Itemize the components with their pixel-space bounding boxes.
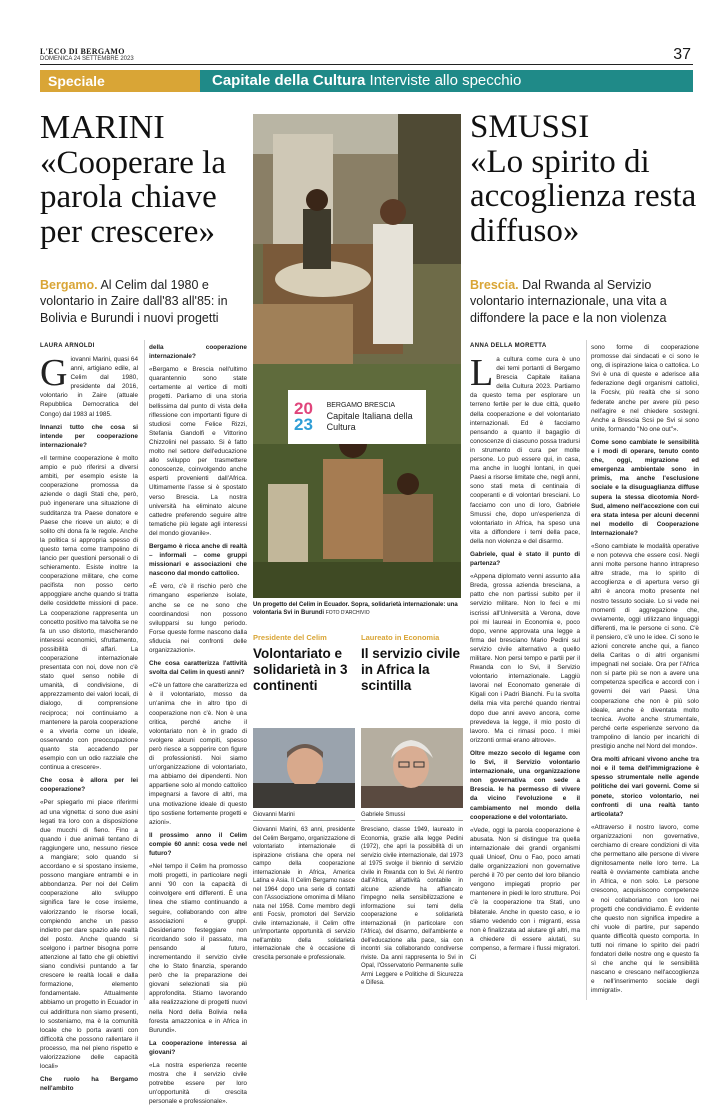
column-divider [586, 340, 587, 1000]
left-headline-block [40, 110, 258, 250]
body-paragraph: «Bergamo e Brescia nell'ultimo quarantennio sono state certamente al vertice di molti progetti. Parliamo di una storia bellissima dal punto di vista della riflessione con importanti figure di studiosi come Felice Rizzi, Stefania Gandolfi e Vittorino Chizzolini nel passato. Si è fatto molto nel settore dell'educazione allo sviluppo per trasmettere conoscenze, coinvolgendo anche esperti provenienti dall'Africa. Ultimamente l'asse si è spostato verso Brescia. La nostra università ha eliminato alcune cattedre preferendo seguire altre tematiche più legate agli interessi del mondo giovanile». [149, 366, 247, 537]
left-profile-box [253, 633, 355, 694]
smussi-portrait-caption: Gabriele Smussi [361, 812, 463, 821]
body-paragraph: «Sono cambiate le modalità operative e non potevva che essere così. Negli anni molte persone hanno intrapreso altre strade, ma lo spirito di accoglienza e di apertura verso gli altri è ancora molto presente nel nostro tessuto sociale. Lo si vede nei momenti di aggregazione che, ovviamente, oggi utilizzano linguaggi differenti, ma le persone ci sono. C'è il pensiero, c'è uno le idee. Ci sono le azioni concrete anche qui, a fianco della Caritas o di altri organismi impegnati nel sociale. Ora per l'Africa non si parte più se non a avere una competenza specifica e accordi con i governi dei vari Paesi. Una cooperazione che non è più solo ideale, anche è diventata molto tecnica. Avolte anche strumentale, perché certe esperienze servono da trampolino di lancio per incarichi di prestigio anche nel Nord del mondo». [591, 542, 699, 751]
newspaper-masthead: L'ECO DI BERGAMO [40, 47, 125, 56]
volunteers-photo-illustration [253, 114, 461, 598]
right-profile-kicker: Laureato in Economia [361, 633, 440, 642]
body-paragraph: «È vero, c'è il rischio però che rimangano esperienze isolate, anche se ce ne sono che coordinandosi non possono svilupparsi su lungo periodo. Forse queste forme nascono dalla sfiducia nei confronti delle organizzazioni». [149, 583, 247, 654]
body-paragraph: «Nel tempo il Celim ha promosso molti progetti, in particolare negli anni '90 con la capacità di coinvolgere enti differenti. È una linea che stiamo continuando a seguire, collaborando con altre associazioni e gruppi. Desideriamo festeggiare non ricordando solo il passato, ma pensando al futuro, incrementando il servizio civile che lo Stato finanzia, sperando però che la preparazione dei giovani selezionati sia più approfondita. Stiamo lavorando alla realizzazione di progetti nuovi nella Nord della Bolivia nella foresta amazzonica e in Africa in Burundi». [149, 863, 247, 1034]
right-profile-text: Bresciano, classe 1949, laureato in Economia, grazie alla legge Pedini (1972), che apri la possibilità di un servizio civile internazionale, dal 1973 al 1975 svolge il biennio di servizio civile in Rwanda con lo Svi. Al rientro dall'Africa, all'attività contabile in alcune aziende ha affiancato l'impegno nella sensibilizzazione e informazione sui temi della cooperazione e solidarietà internazionali (in particolare con l'Africa), del disarmo, dell'ambiente e dell'educazione alla pace, sia con incontri sia collaborando condiverse riviste. Da anni rappresenta lo Svi in Opal, l'Osservatorio Permanente sulle Armi Leggere e Politiche di Sicurezza e Difesa. [361, 827, 463, 987]
marini-portrait-caption: Giovanni Marini [253, 812, 355, 821]
body-paragraph: «Il termine cooperazione è molto ampio e può riferirsi a diversi ambiti, per esempio esiste la cooperazione promossa da aziende o dagli Stati che, però, può ingenerare una situazione di sudditanza tra Paese donatore e Paese che riceve un aiuto; e di solito chi dona fa le regole. Anche la politica si appropria spesso di questo tema come trampolino di lancio per questioni personali o di schieramento. Esiste inoltre la cooperazione militare, che come pacifista non posso certo appoggiare anche quando si tratta delle cosiddette missioni di pace. La cooperazione rappresenta un concetto positivo ma talvolta se ne fa un uso distorto, mascherando interessi economici, sfruttamento, possibilità di affari. La cooperazione internazionale presentata con noi, dove non c'è stato quel senso nobile di umanità, di condivisione, di apprezzamento dei valori locali, di dialogo, di comprensione reciproca; noi continuiamo a mantenere la parola cooperazione e a viverla come un ideale, osservando con preoccupazione quanto sta accadendo per esempio con un odio razziale che continua a crescere». [40, 454, 138, 772]
right-deck-text: Dal Rwanda al Servizio volontario internazionale, una vita a diffondere la pace e la non violenza [470, 278, 667, 325]
header-rule [40, 64, 693, 65]
left-byline: LAURA ARNOLDI [40, 343, 95, 349]
marini-portrait [253, 728, 355, 808]
section-title [200, 70, 693, 92]
left-headline: «Cooperare la parola chiave per crescere» [40, 144, 226, 250]
right-profile-box [361, 633, 463, 694]
right-headline: «Lo spirito di accoglienza resta diffuso» [470, 143, 697, 249]
right-column-1 [470, 352, 580, 995]
left-deck [40, 277, 252, 326]
right-headline-block [470, 110, 700, 249]
body-paragraph: «La nostra esperienza recente mostra che il servizio civile potrebbe essere per loro un'opportunità di crescita personale e professionale». [149, 1062, 247, 1106]
question-paragraph: Gabriele, qual è stato il punto di partenza? [470, 550, 580, 568]
body-paragraph: Giovanni Marini, quasi 64 anni, artigiano edile, al Celim dal 1980, presidente dal 2016, volontario in Zaire (attuale Repubblica Democratica del Congo) dal 1983 al 1985. [40, 352, 138, 418]
smussi-portrait [361, 728, 463, 808]
question-paragraph: Che ruolo ha Bergamo nell'ambito [40, 1076, 138, 1093]
body-paragraph: «C'è un fattore che caratterizza ed è il volontariato, mosso da un'anima che in altro tipo di cooperazione non c'è. Non è una critica, perché anche il volontariato non è in grado di svolgere alcuni compiti, spesso però riesce a sopperire con figure di professionisti. Noi siamo un'organizzazione di volontariato, ma abbiamo dei dipendenti. Non appartiene solo al mondo cattolico impegnarsi a favore di altri, ma una motivazione ideale di questo tipo sostiene fortemente progetti e azioni». [149, 682, 247, 826]
left-profile-kicker: Presidente del Celim [253, 633, 327, 642]
body-paragraph: «Attraverso il nostro lavoro, come organizzazioni non governative, cerchiamo di creare condizioni di vita che permettano alle persone di vivere dignitosamente nelle loro terre. La realtà è ovviamente cambiata anche in Africa, e non solo. Le persone crescono, acquisiscono competenze e noi collaboriamo con loro nei progetti che condividiamo. È evidente che questo non significa impedire a chi vuole di partire, pur sapendo quante difficoltà questo comporta. In tutti noi rimane lo spirito dei padri fondatori delle nostre ong e questo fa sì che anche qui le sensibilità nascano e crescano nell'accoglienza e nell'inserimento sociale degli immigrati». [591, 823, 699, 995]
section-bar [40, 70, 693, 92]
section-label: Speciale [40, 70, 200, 92]
right-interviewee-name: SMUSSI [470, 109, 590, 145]
question-paragraph: Innanzi tutto che cosa si intende per cooperazione internazionale? [40, 423, 138, 449]
right-column-2 [591, 343, 699, 995]
drop-cap: G [40, 352, 68, 394]
feature-photo [253, 114, 461, 598]
photo-credit: FOTO D'ARCHIVIO [325, 609, 370, 616]
left-profile-title: Volontariato e solidarietà in 3 continenti [253, 646, 348, 693]
capitale-cultura-logo [288, 390, 426, 444]
question-paragraph: La cooperazione interessa ai giovani? [149, 1039, 247, 1056]
body-paragraph: «Appena diplomato venni assunto alla Breda, grossa azienda bresciana, a patto che non partissi subito per il servizio militare. Non lo feci e mi iscrissi all'Università a Verona, dove poi mi laureai in Economia e, poco dopo, venne approvata una legge a firma del bresciano Mario Pedini sul servizio civile alternativo a quello militare. Non persi tempo e partii per il Rwanda con lo Svi, il Servizio volontario internazionale. Laggiù lavorai nel Economato generale di Kigali con i Padri Bianchi. Fu la svolta della mia vita perché quando rientrai dopo due anni avevo ancora, come prevedeva la legge, il mio posto di lavoro. Ma ci rimasi poco. I miei orizzonti ormai erano altrove». [470, 573, 580, 744]
section-title-bold: Capitale della Cultura [212, 72, 366, 89]
left-deck-place: Bergamo. [40, 278, 98, 292]
body-paragraph: «Vede, oggi la parola cooperazione è abusata. Non si distingue tra quella internazionale dei grandi organismi quali Unicef, Onu o Fao, poco amati dalle organizzazioni non governative perché il 70 per cento del loro bilancio vengono impiegati proprio per mantenere in piedi le loro strutture. Poi c'è la cooperazione tra Stati, uno bilaterale. Anche in questo caso, e io stiamo vedendo con i migranti, essa non è finalizzata ad aiutare gli altri, ma a chiedere di essere aiutati, su compenso, a fermare i flussi migratori. Ci [470, 826, 580, 961]
photo-caption-text: Un progetto del Celim in Ecuador. Sopra, solidarietà internazionale: una volontaria Svi in Burundi [253, 602, 458, 616]
left-column-2 [149, 343, 247, 1106]
photo-caption [253, 602, 463, 618]
question-paragraph: Che cosa caratterizza l'attività svolta dal Celim in questi anni? [149, 660, 247, 677]
question-paragraph: Oltre mezzo secolo di legame con lo Svi, il Servizio volontario internazionale, una organizzazione non governativa con sede a Brescia. le ha permesso di vivere da vicino l'evoluzione e il cambiamento nel mondo della cooperazione e del volontariato. [470, 749, 580, 821]
column-divider [144, 340, 145, 1000]
dateline: DOMENICA 24 SETTEMBRE 2023 [40, 56, 134, 62]
right-deck-place: Brescia. [470, 278, 519, 292]
logo-title: Capitale Italiana della Cultura [326, 411, 413, 432]
drop-cap: L [470, 352, 494, 394]
page-number: 37 [673, 46, 691, 63]
body-paragraph: «Per spiegarlo mi piace riferirmi ad una vignetta: ci sono due asini legati tra loro con a disposizione due mucchi di fieno. Fino a quando i due animali tentano di raggiungere uno, nessuno riesce a mangiare; solo quando si accordano e si spostano insieme, possono mangiare entrambi e in abbondanza. Per noi del Celim cooperazione allo sviluppo significa fare le cose insieme, valorizzando le risorse locali, compiendo anche un passo indietro per dare spazio alle realtà del posto. Anche quando si scelgono i partner bisogna porre attenzione al fatto che gli obiettivi siano condivisi puntando a far crescere le realtà locali e dalla formazione, elemento fondamentale. Attualmente abbiamo un progetto in Ecuador in cui addirittura non siamo presenti, lo sosteniamo, ma è la comunità locale che lo porta avanti con difficoltà che possono rallentare il processo, ma nel pieno rispetto e valorizzazione delle capacità locali» [40, 799, 138, 1071]
question-paragraph: Il prossimo anno il Celim compie 60 anni: cosa vede nel futuro? [149, 831, 247, 857]
left-profile-text: Giovanni Marini, 63 anni, presidente del Celim Bergamo, organizzazione di volontariato internazionale di ispirazione cristiana che opera nel campo della cooperazione internazionale in Africa, America Latina e Asia. Il Celim Bergamo nasce nel 1964 dopo una serie di contatti con l'Associazione omonima di Milano nata nel 1958. Come membro degli enti Focsiv, promotori del Servizio civile internazionale, il Celim offre un'importante opportunità di servizio nell'ambito della solidarietà internazionale che è occasione di crescita personale e professionale. [253, 827, 355, 961]
question-paragraph: della cooperazione internazionale? [149, 344, 247, 361]
question-paragraph: Ora molti africani vivono anche tra noi e il tema dell'immigrazione è spesso strumentale nelle agende politiche dei vari governi. Come si ponete, storico volontario, nei confronti di una realtà tanto articolata? [591, 756, 699, 818]
left-deck-text: Al Celim dal 1980 e volontario in Zaire dall'83 all'85: in Bolivia e Burundi i nuovi progetti [40, 278, 228, 325]
question-paragraph: Che cosa è allora per lei cooperazione? [40, 777, 138, 794]
question-paragraph: Bergamo è ricca anche di realtà – informali – come gruppi missionari e associazioni che nascono dal mondo cattolico. [149, 542, 247, 578]
logo-2023-mark [294, 398, 323, 434]
smussi-portrait-image [361, 728, 463, 808]
logo-cities: BERGAMO BRESCIA [326, 402, 396, 410]
right-byline: ANNA DELLA MORETTA [470, 343, 547, 349]
logo-digits-bottom: 23 [294, 415, 313, 434]
question-paragraph: Come sono cambiate le sensibilità e i modi di operare, tenuto conto che, oggi, migrazione ed emergenza ambientale sono in primis, ma anche l'esclusione sociale e la disuguaglianza diffuse supera la stessa dicotomia Nord-Sud, almeno nell'accezione con cui era stata intesa per alcuni decenni nel modello di Cooperazione Internazionale? [591, 438, 699, 537]
logo-digits-top: 20 [294, 398, 313, 418]
marini-portrait-image [253, 728, 355, 808]
right-profile-title: Il servizio civile in Africa la scintilla [361, 646, 461, 693]
logo-text [323, 402, 420, 432]
body-paragraph: sono forme di cooperazione promosse dai sindacati e ci sono le ong, di ispirazione laica o cattolica. Lo Svi è una di queste e aderisce alla federazione degli organismi cattolici, la Focsiv, più realtà che si sono federate anche per avere più peso nell'agire e nel chiedere sostegni. Anche a Brescia Scsi pe Svi si sono unite, formando "No one out"». [591, 344, 699, 433]
body-paragraph: La cultura come cura è uno dei temi portanti di Bergamo Brescia Capitale italiana della Cultura 2023. Partiamo da questo tema per esplorare un terreno fertile per le due città, quello della cooperazione e del volontariato internazionali. Ed è facciamo pensando a quanto il bagaglio di conoscenze di ciascuno possa tradursi in strumento di cura per molte persone. Lo può essere qui, in casa, ma anche in luoghi lontani, in quei Paesi a risorse limitate che, negli anni, sono stati meta di centinaia di cooperanti e di volontari bresciani. Lo facciamo con uno di loro, Gabriele Smussi che, dopo un'esperienza di volontariato in Africa, ha speso una vita a diffondere i temi della pace, della non violenza e del disarmo. [470, 352, 580, 545]
right-deck [470, 277, 700, 326]
section-title-light: Interviste allo specchio [369, 72, 522, 89]
left-interviewee-name: MARINI [40, 109, 165, 146]
left-column-1 [40, 352, 138, 1093]
